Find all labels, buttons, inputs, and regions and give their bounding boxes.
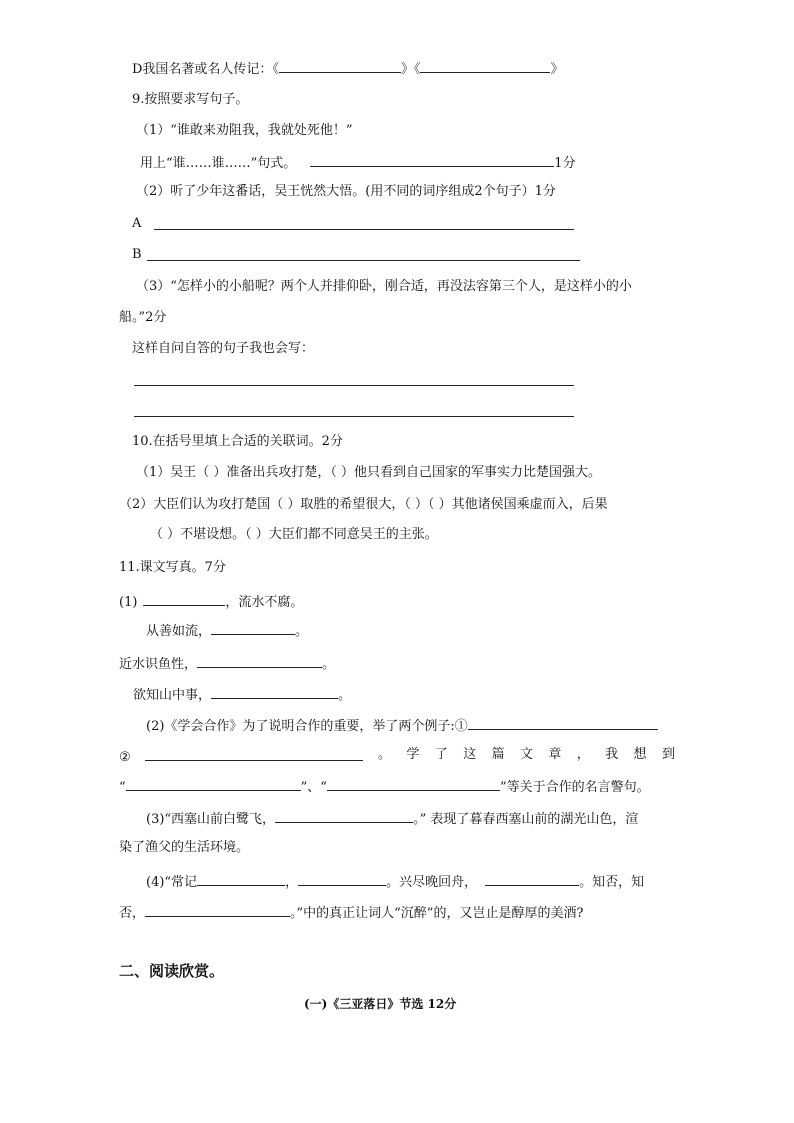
q11-p3-line1: (3)“西塞山前白鹭飞， 。” 表现了暮春西塞山前的湖光山色，渲 — [146, 808, 638, 826]
q9-s3-line1: （3）“怎样小的小船呢？两个人并排仰卧，刚合适，再没法容第三个人，是这样小的小 — [136, 279, 632, 294]
q11-title: 11.课文写真。7分 — [119, 560, 226, 575]
q10-l3: （ ）不堪设想。（ ）大臣们都不同意吴王的主张。 — [150, 527, 438, 542]
q10-l1: （1）吴王（ ）准备出兵攻打楚，（ ）他只看到自己国家的军事实力比楚国强大。 — [136, 465, 602, 480]
q11-p2-line3: “ ”、“ ”等关于合作的名言警句。 — [119, 776, 650, 794]
answer-blank[interactable] — [197, 653, 322, 668]
q11-p1-a: (1) ，流水不腐。 — [119, 591, 303, 609]
answer-line-b[interactable] — [147, 260, 580, 261]
q9-s3-line2: 船。”2分 — [119, 310, 167, 325]
book-blank-1[interactable] — [279, 58, 401, 73]
answer-blank[interactable] — [145, 902, 290, 917]
q9-s2-b: B — [132, 247, 142, 262]
answer-line[interactable] — [134, 385, 574, 386]
answer-line[interactable] — [134, 416, 574, 417]
q9-s2: （2）听了少年这番话，吴王恍然大悟。(用不同的词序组成2个句子）1分 — [136, 184, 556, 199]
answer-blank[interactable] — [298, 871, 386, 886]
q11-p1-b: 从善如流， 。 — [146, 620, 308, 638]
section2-title: 二、阅读欣赏。 — [119, 962, 225, 980]
q11-p1-d: 欲知山中事， 。 — [133, 684, 351, 702]
q11-p2-line1: (2)《学会合作》为了说明合作的重要，举了两个例子:① — [146, 715, 658, 733]
q9-s3-instr: 这样自问自答的句子我也会写： — [132, 341, 315, 356]
q11-p3-line2: 染了渔父的生活环境。 — [119, 840, 250, 855]
q9-s1-instr-line: 用上“谁……谁……”句式。 1分 — [140, 152, 576, 170]
answer-blank[interactable] — [485, 871, 579, 886]
q10-title: 10.在括号里填上合适的关联词。2分 — [132, 434, 343, 449]
answer-blank[interactable] — [310, 152, 554, 167]
section2-subtitle: (一)《三亚落日》节选 12分 — [304, 997, 457, 1011]
q9-s2-a: A — [132, 216, 142, 231]
q9-s1-quote: （1）“谁敢来劝阻我，我就处死他！” — [136, 123, 353, 138]
answer-blank[interactable] — [468, 715, 658, 730]
q11-p2-line2: ② 。 学 了 这 篇 文 章 ， 我 想 到 — [119, 747, 675, 765]
q8d-line: D我国名著或名人传记：《 》《 》 — [132, 58, 563, 76]
answer-blank[interactable] — [143, 591, 225, 606]
q11-p4-line2: 否， 。”中的真正让词人“沉醉”的，又岂止是醇厚的美酒? — [119, 902, 583, 920]
q10-l2: （2）大臣们认为攻打楚国（ ）取胜的希望很大，（ ）（ ）其他诸侯国乘虚而入，后果 — [119, 497, 608, 512]
answer-blank[interactable] — [197, 871, 285, 886]
answer-blank[interactable] — [275, 808, 413, 823]
answer-blank[interactable] — [126, 776, 301, 791]
answer-blank[interactable] — [145, 746, 363, 761]
answer-blank[interactable] — [211, 620, 295, 635]
q8d-label: D我国名著或名人传记： — [132, 62, 273, 77]
q11-p4-line1: (4)“常记 ， 。兴尽晚回舟， 。知否，知 — [146, 871, 644, 889]
answer-blank[interactable] — [327, 776, 500, 791]
q9-title: 9.按照要求写句子。 — [132, 92, 249, 107]
book-blank-2[interactable] — [420, 58, 550, 73]
answer-line-a[interactable] — [154, 229, 574, 230]
q11-p1-c: 近水识鱼性， 。 — [119, 653, 335, 671]
answer-blank[interactable] — [211, 684, 338, 699]
